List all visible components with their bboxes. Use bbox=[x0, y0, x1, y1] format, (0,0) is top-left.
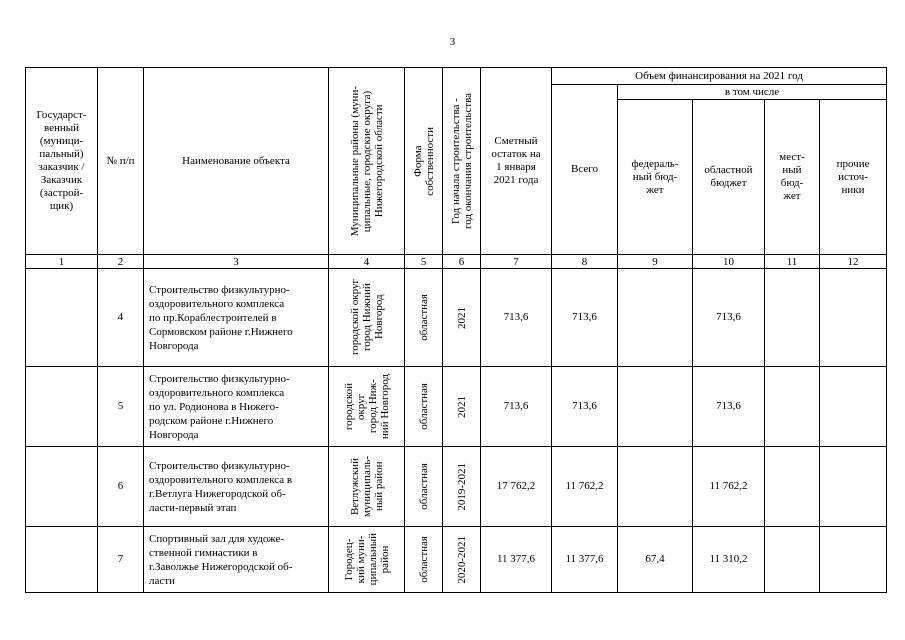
cell-other bbox=[820, 447, 887, 527]
cell-regional: 11 762,2 bbox=[693, 447, 765, 527]
cell-regional: 713,6 bbox=[693, 367, 765, 447]
column-number: 9 bbox=[618, 255, 693, 269]
header-years-text: Год начала строительства - год окончания строительства bbox=[449, 93, 474, 229]
column-number: 8 bbox=[552, 255, 618, 269]
cell-number: 7 bbox=[98, 527, 144, 593]
cell-object-name: Спортивный зал для художе- ственной гимнастики в г.Заволжье Нижегородской об- ласти bbox=[144, 527, 329, 593]
cell-balance: 713,6 bbox=[481, 269, 552, 367]
cell-years bbox=[443, 269, 481, 367]
header-customer: Государст- венный (муници- пальный) заказчик / Заказчик (застрой- щик) bbox=[26, 68, 98, 255]
cell-ownership bbox=[405, 447, 443, 527]
header-district bbox=[329, 68, 405, 255]
cell-object-name: Строительство физкультурно- оздоровительного комплекса в г.Ветлуга Нижегородской об- ласти-первый этап bbox=[144, 447, 329, 527]
cell-total: 713,6 bbox=[552, 367, 618, 447]
column-number: 4 bbox=[329, 255, 405, 269]
cell-district-text: Ветлужский муниципаль- ный район bbox=[348, 455, 385, 518]
cell-object-name: Строительство физкультурно- оздоровительного комплекса по пр.Кораблестроителей в Сормовском районе г.Нижнего Новгорода bbox=[144, 269, 329, 367]
header-ownership bbox=[405, 68, 443, 255]
header-balance: Сметный остаток на 1 января 2021 года bbox=[481, 68, 552, 255]
cell-number: 6 bbox=[98, 447, 144, 527]
cell-years-text: 2021 bbox=[455, 395, 468, 418]
cell-regional: 713,6 bbox=[693, 269, 765, 367]
header-federal: федераль- ный бюд- жет bbox=[618, 100, 693, 255]
cell-district bbox=[329, 367, 405, 447]
header-ownership-text: Форма собственности bbox=[411, 126, 436, 196]
cell-district-text: Городец- кий муни- ципальный район bbox=[342, 533, 391, 586]
cell-other bbox=[820, 269, 887, 367]
cell-years bbox=[443, 527, 481, 593]
cell-balance: 11 377,6 bbox=[481, 527, 552, 593]
header-total: Всего bbox=[552, 85, 618, 255]
cell-customer bbox=[26, 367, 98, 447]
cell-customer bbox=[26, 269, 98, 367]
table-row bbox=[26, 447, 887, 527]
financing-table bbox=[25, 67, 887, 593]
cell-ownership bbox=[405, 527, 443, 593]
cell-ownership-text: областная bbox=[417, 383, 430, 430]
cell-ownership-text: областная bbox=[417, 463, 430, 510]
header-funding-group: Объем финансирования на 2021 год bbox=[552, 68, 887, 85]
cell-object-name: Строительство физкультурно- оздоровительного комплекса по ул. Родионова в Нижего- родском районе г.Нижнего Новгорода bbox=[144, 367, 329, 447]
cell-local bbox=[765, 367, 820, 447]
column-number: 3 bbox=[144, 255, 329, 269]
cell-balance: 17 762,2 bbox=[481, 447, 552, 527]
header-other: прочие источ- ники bbox=[820, 100, 887, 255]
column-number: 10 bbox=[693, 255, 765, 269]
column-number: 6 bbox=[443, 255, 481, 269]
cell-ownership bbox=[405, 367, 443, 447]
cell-number: 4 bbox=[98, 269, 144, 367]
column-number: 11 bbox=[765, 255, 820, 269]
column-number-row bbox=[26, 255, 887, 269]
header-number: № п/п bbox=[98, 68, 144, 255]
cell-ownership-text: областная bbox=[417, 536, 430, 583]
cell-regional: 11 310,2 bbox=[693, 527, 765, 593]
cell-ownership-text: областная bbox=[417, 294, 430, 341]
cell-federal bbox=[618, 447, 693, 527]
column-number: 5 bbox=[405, 255, 443, 269]
cell-years-text: 2020-2021 bbox=[455, 535, 468, 584]
cell-local bbox=[765, 527, 820, 593]
cell-ownership bbox=[405, 269, 443, 367]
cell-customer bbox=[26, 527, 98, 593]
table-row bbox=[26, 367, 887, 447]
column-number: 2 bbox=[98, 255, 144, 269]
cell-customer bbox=[26, 447, 98, 527]
cell-district-text: городской округ город Ниж- ний Новгород bbox=[342, 373, 391, 440]
header-including: в том числе bbox=[618, 85, 887, 100]
cell-total: 713,6 bbox=[552, 269, 618, 367]
cell-local bbox=[765, 269, 820, 367]
cell-years-text: 2019-2021 bbox=[455, 462, 468, 511]
page-number: 3 bbox=[449, 36, 456, 48]
header-district-text: Муниципальные районы (муни- ципальные, городские округа) Нижегородской области bbox=[348, 85, 385, 237]
cell-number: 5 bbox=[98, 367, 144, 447]
column-number: 1 bbox=[26, 255, 98, 269]
cell-years bbox=[443, 447, 481, 527]
cell-local bbox=[765, 447, 820, 527]
cell-years-text: 2021 bbox=[455, 306, 468, 329]
table-row bbox=[26, 527, 887, 593]
cell-district bbox=[329, 527, 405, 593]
cell-federal bbox=[618, 367, 693, 447]
header-years bbox=[443, 68, 481, 255]
header-object-name: Наименование объекта bbox=[144, 68, 329, 255]
table-row bbox=[26, 269, 887, 367]
cell-district bbox=[329, 447, 405, 527]
cell-total: 11 377,6 bbox=[552, 527, 618, 593]
header-local: мест- ный бюд- жет bbox=[765, 100, 820, 255]
cell-federal: 67,4 bbox=[618, 527, 693, 593]
cell-years bbox=[443, 367, 481, 447]
cell-district bbox=[329, 269, 405, 367]
column-number: 12 bbox=[820, 255, 887, 269]
cell-other bbox=[820, 527, 887, 593]
header-regional: областной бюджет bbox=[693, 100, 765, 255]
cell-other bbox=[820, 367, 887, 447]
header-row-1 bbox=[26, 68, 887, 85]
cell-district-text: городской округ город Нижний Новгород bbox=[348, 279, 385, 356]
cell-federal bbox=[618, 269, 693, 367]
cell-total: 11 762,2 bbox=[552, 447, 618, 527]
column-number: 7 bbox=[481, 255, 552, 269]
cell-balance: 713,6 bbox=[481, 367, 552, 447]
